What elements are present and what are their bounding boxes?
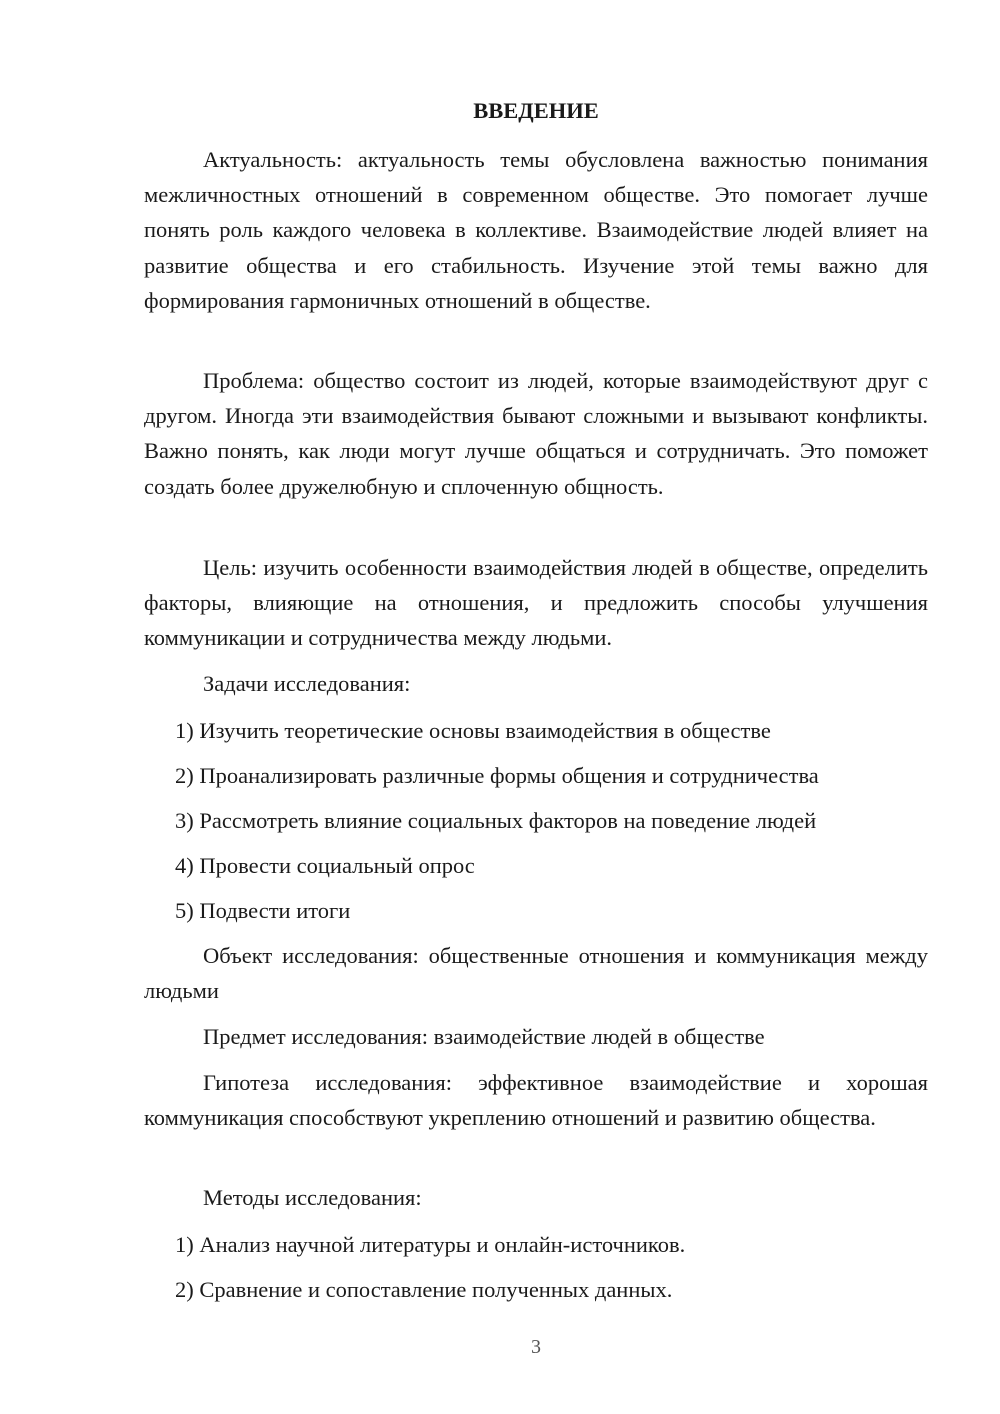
task-item: 4) Провести социальный опрос bbox=[175, 853, 475, 878]
task-item: 3) Рассмотреть влияние социальных факторов на поведение людей bbox=[175, 808, 817, 833]
page-title: ВВЕДЕНИЕ bbox=[473, 98, 599, 123]
subject-paragraph: Предмет исследования: взаимодействие людей в обществе bbox=[203, 1024, 765, 1049]
page-number: 3 bbox=[531, 1336, 541, 1358]
problem-paragraph: Проблема: общество состоит из людей, которые взаимодействуют друг с другом. Иногда эти взаимодействия бывают сложными и вызывают конфликты. Важно понять, как люди могут лучше общаться и сотрудничать. Это поможет создать более дружелюбную и сплоченную общность. bbox=[144, 368, 928, 499]
methods-heading: Методы исследования: bbox=[203, 1185, 422, 1210]
hypothesis-paragraph: Гипотеза исследования: эффективное взаимодействие и хорошая коммуникация способствуют укреплению отношений и развитию общества. bbox=[144, 1070, 928, 1131]
method-item: 2) Сравнение и сопоставление полученных данных. bbox=[175, 1277, 673, 1302]
goal-paragraph: Цель: изучить особенности взаимодействия людей в обществе, определить факторы, влияющие на отношения, и предложить способы улучшения коммуникации и сотрудничества между людьми. bbox=[144, 555, 928, 651]
task-item: 5) Подвести итоги bbox=[175, 898, 351, 923]
method-item: 1) Анализ научной литературы и онлайн-источников. bbox=[175, 1232, 686, 1257]
relevance-paragraph: Актуальность: актуальность темы обусловлена важностью понимания межличностных отношений в современном обществе. Это помогает лучше понять роль каждого человека в коллективе. Взаимодействие людей влияет на развитие общества и его стабильность. Изучение этой темы важно для формирования гармоничных отношений в обществе. bbox=[144, 147, 928, 313]
tasks-heading: Задачи исследования: bbox=[203, 671, 411, 696]
task-item: 2) Проанализировать различные формы общения и сотрудничества bbox=[175, 763, 819, 788]
task-item: 1) Изучить теоретические основы взаимодействия в обществе bbox=[175, 718, 771, 743]
object-paragraph: Объект исследования: общественные отношения и коммуникация между людьми bbox=[144, 943, 928, 1004]
